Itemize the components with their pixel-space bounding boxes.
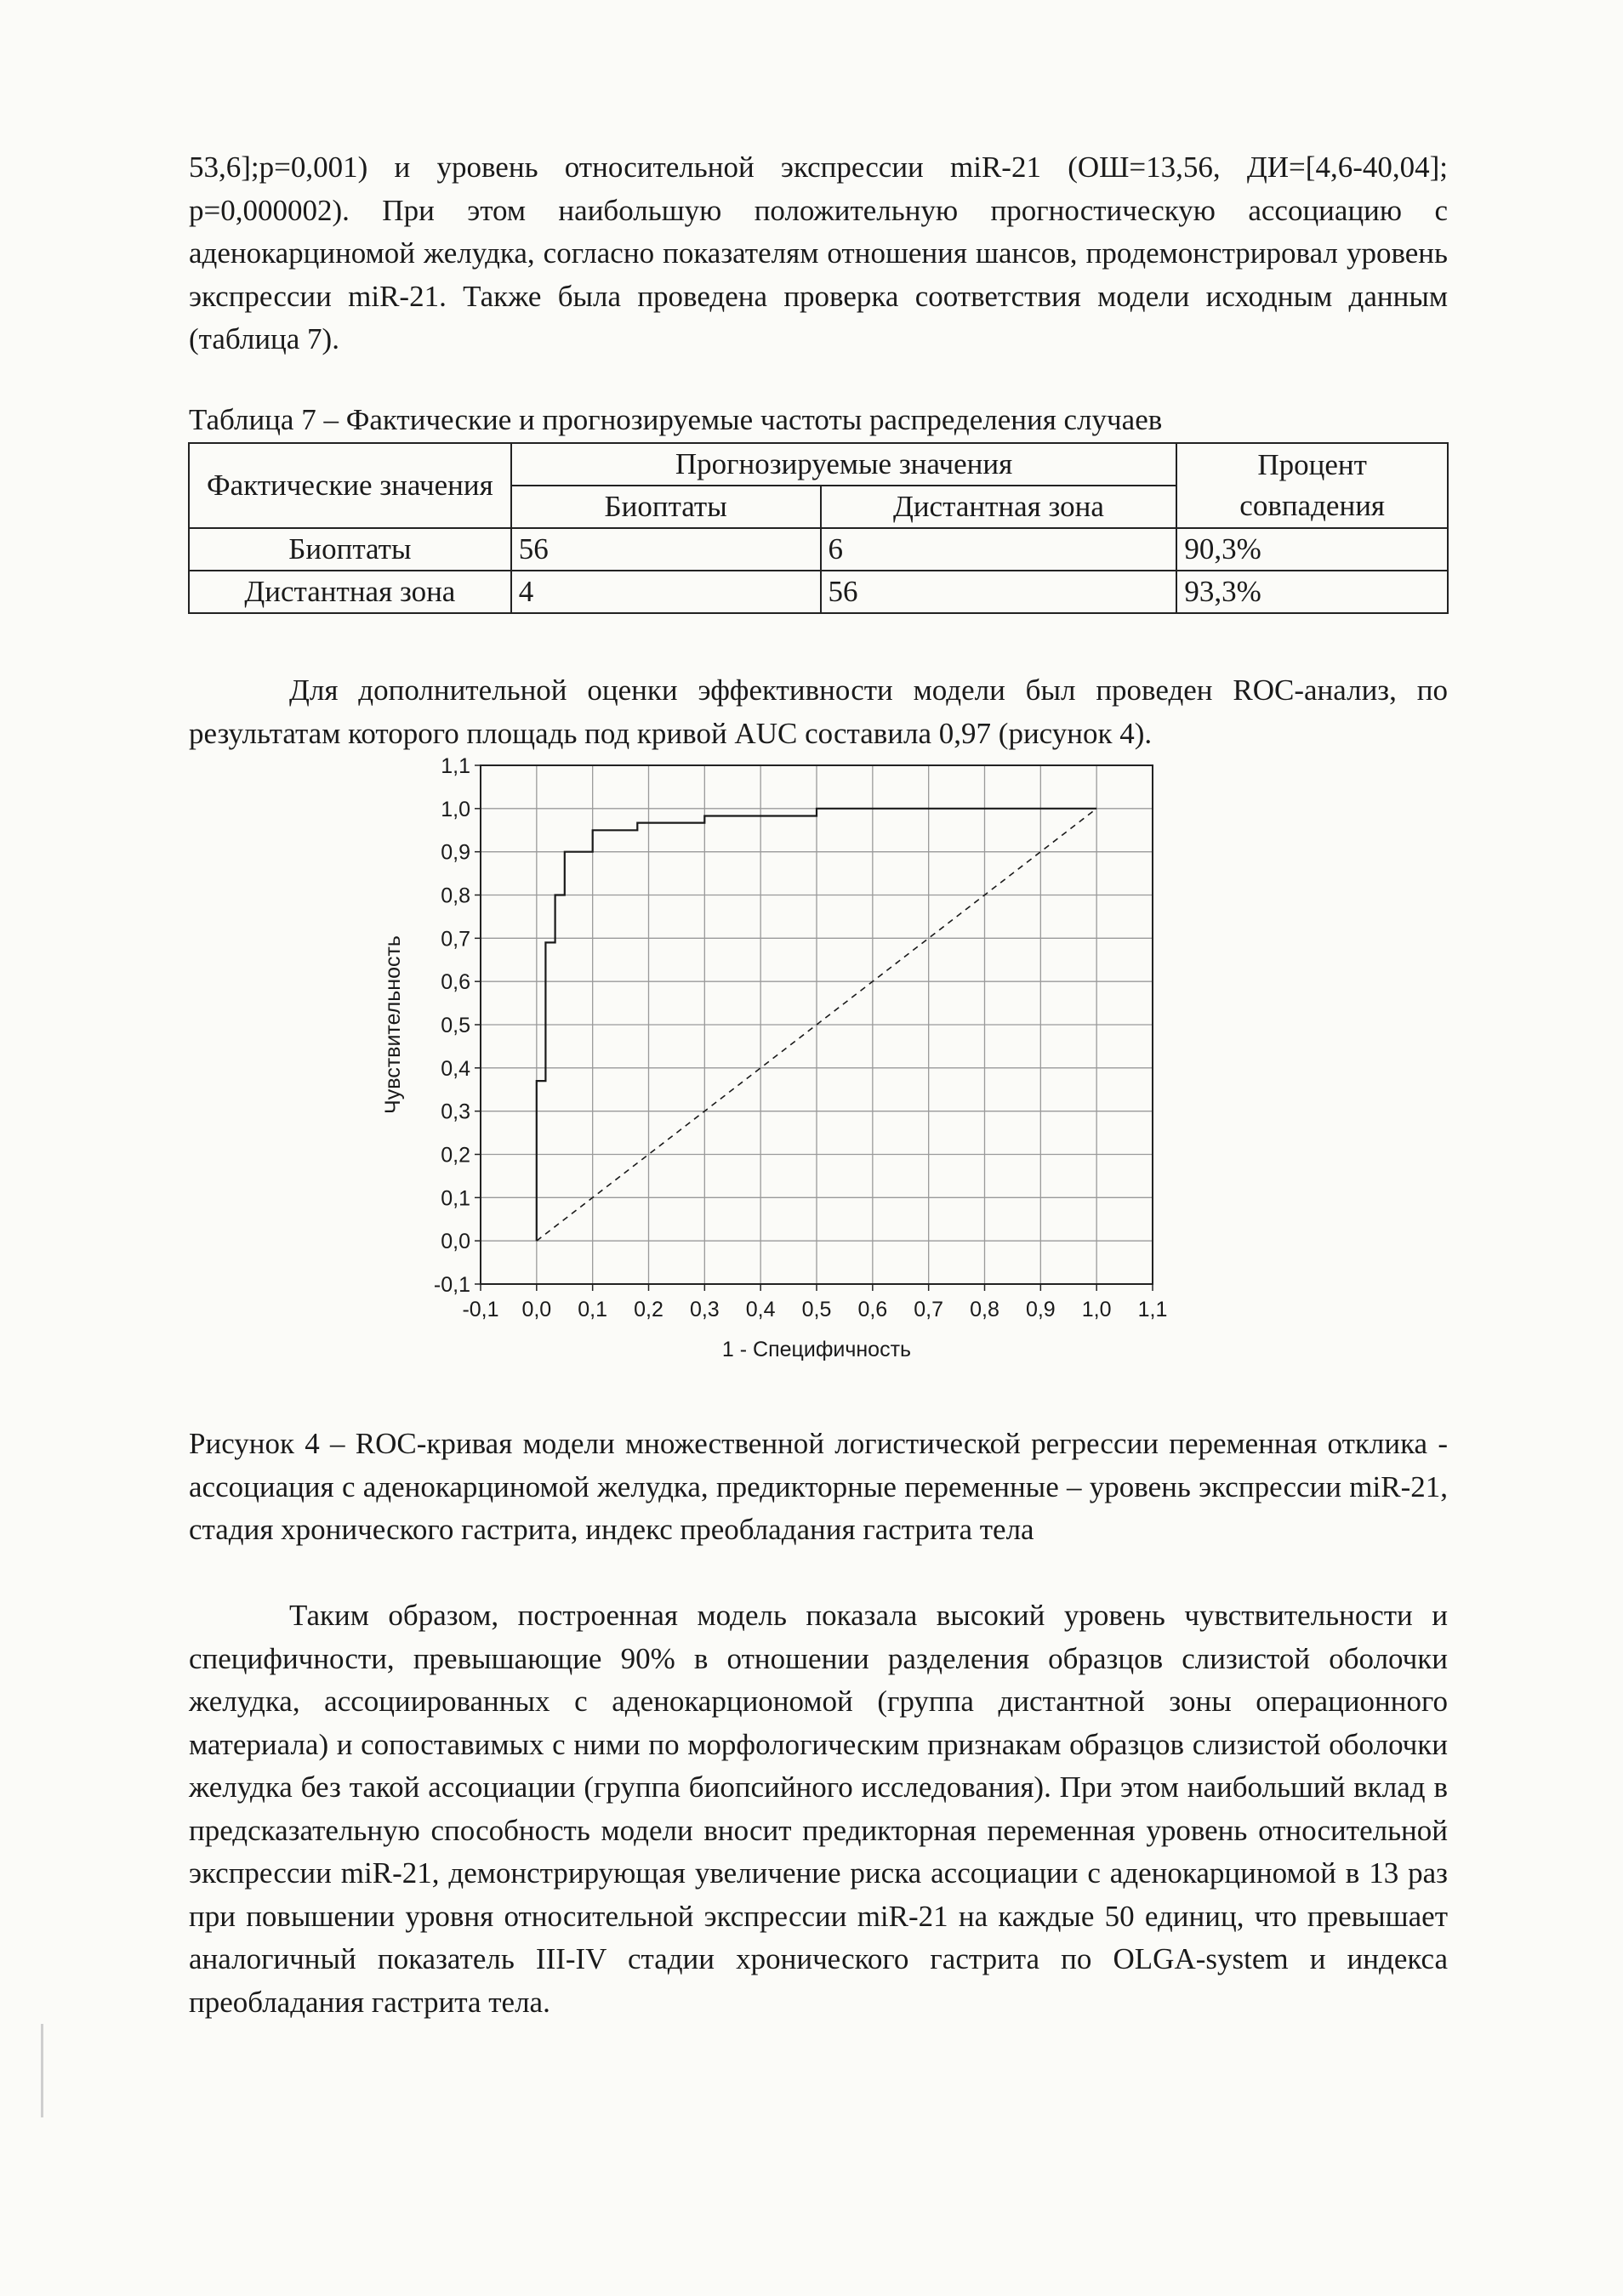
table-row xyxy=(189,571,1448,613)
y-tick-label: 0,1 xyxy=(441,1186,470,1211)
table-caption: Таблица 7 – Фактические и прогнозируемые частоты распределения случаев xyxy=(189,403,1163,436)
x-tick-label: 0,6 xyxy=(857,1298,888,1321)
y-tick-label: 0,5 xyxy=(441,1014,470,1037)
x-tick-label: 0,1 xyxy=(578,1298,608,1321)
cell-distant: 6 xyxy=(821,528,1177,571)
x-tick-label: 1,0 xyxy=(1081,1298,1112,1321)
header-actual: Фактические значения xyxy=(189,443,511,528)
header-distant: Дистантная зона xyxy=(821,486,1177,528)
x-axis-label: 1 - Специфичность xyxy=(721,1338,912,1361)
cell-biopsy: 4 xyxy=(511,571,821,613)
paragraph-intro: 53,6];p=0,001) и уровень относительной экспрессии miR-21 (ОШ=13,56, ДИ=[4,6-40,04]; p=0,000002). При этом наибольшую положительную прогностическую ассоциацию с аденокарциномой желудка, согласно показателям отношения шансов, продемонстрировал уровень экспрессии miR-21. Также была проведена проверка соответствия модели исходным данным (таблица 7). xyxy=(189,151,1448,355)
x-tick-label: 1,1 xyxy=(1137,1298,1168,1321)
paragraph-conclusion: Таким образом, построенная модель показала высокий уровень чувствительности и специфичности, превышающие 90% в отношении разделения образцов слизистой оболочки желудка, ассоциированных с аденокарциономой (группа дистантной зоны операционного материала) и сопоставимых с ними по морфологическим признакам образцов слизистой оболочки желудка без такой ассоциации (группа биопсийного исследования). При этом наибольший вклад в предсказательную способность модели вносит предикторная переменная уровень относительной экспрессии miR-21, демонстрирующая увеличение риска ассоциации с аденокарциномой в 13 раз при повышении уровня относительной экспрессии miR-21 на каждые 50 единиц, что превышает аналогичный показатель III-IV стадии хронического гастрита по OLGA-system и индекса преобладания гастрита тела. xyxy=(189,1599,1448,2019)
table-row xyxy=(189,528,1448,571)
row-label: Дистантная зона xyxy=(189,571,511,613)
x-tick-label: 0,7 xyxy=(914,1298,944,1321)
y-tick-labels xyxy=(434,754,481,1297)
row-label: Биоптаты xyxy=(189,528,511,571)
frequency-table xyxy=(188,442,1449,614)
header-percent: Процент совпадения xyxy=(1176,443,1448,528)
y-tick-label: 0,0 xyxy=(441,1230,470,1254)
cell-distant: 56 xyxy=(821,571,1177,613)
y-tick-label: 0,4 xyxy=(441,1056,470,1081)
y-tick-label: -0,1 xyxy=(433,1273,470,1297)
figure-caption: Рисунок 4 – ROC-кривая модели множественной логистической регрессии переменная отклика - ассоциация с аденокарциномой желудка, предикторные переменные – уровень экспрессии miR-21, стадия хронического гастрита, индекс преобладания гастрита тела xyxy=(189,1427,1448,1546)
cell-percent: 90,3% xyxy=(1176,528,1448,571)
roc-chart xyxy=(374,748,1242,1395)
y-tick-label: 0,3 xyxy=(441,1100,470,1124)
header-predicted: Прогнозируемые значения xyxy=(511,443,1177,486)
y-tick-label: 0,8 xyxy=(441,884,470,908)
x-tick-label: 0,2 xyxy=(634,1298,663,1321)
cell-percent: 93,3% xyxy=(1176,571,1448,613)
x-tick-label: 0,3 xyxy=(689,1298,720,1321)
x-tick-label: 0,5 xyxy=(801,1298,832,1321)
y-tick-label: 1,1 xyxy=(441,754,470,778)
cell-biopsy: 56 xyxy=(511,528,821,571)
x-tick-label: 0,8 xyxy=(970,1298,999,1321)
y-tick-label: 0,2 xyxy=(441,1143,470,1168)
x-tick-label: -0,1 xyxy=(462,1298,499,1321)
y-axis-label: Чувствительность xyxy=(381,935,405,1114)
header-biopsy: Биоптаты xyxy=(511,486,821,528)
y-tick-label: 0,9 xyxy=(441,840,470,865)
scan-edge-mark xyxy=(41,2024,43,2117)
x-tick-label: 0,4 xyxy=(745,1298,776,1321)
y-tick-label: 1,0 xyxy=(441,797,470,821)
x-tick-labels xyxy=(462,1284,1167,1321)
x-tick-label: 0,9 xyxy=(1025,1298,1056,1321)
roc-chart-svg xyxy=(374,748,1242,1395)
y-tick-label: 0,6 xyxy=(441,970,470,995)
paragraph-roc: Для дополнительной оценки эффективности модели был проведен ROC-анализ, по результатам которого площадь под кривой AUC составила 0,97 (рисунок 4). xyxy=(189,673,1448,750)
x-tick-label: 0,0 xyxy=(521,1298,552,1321)
y-tick-label: 0,7 xyxy=(441,927,470,952)
